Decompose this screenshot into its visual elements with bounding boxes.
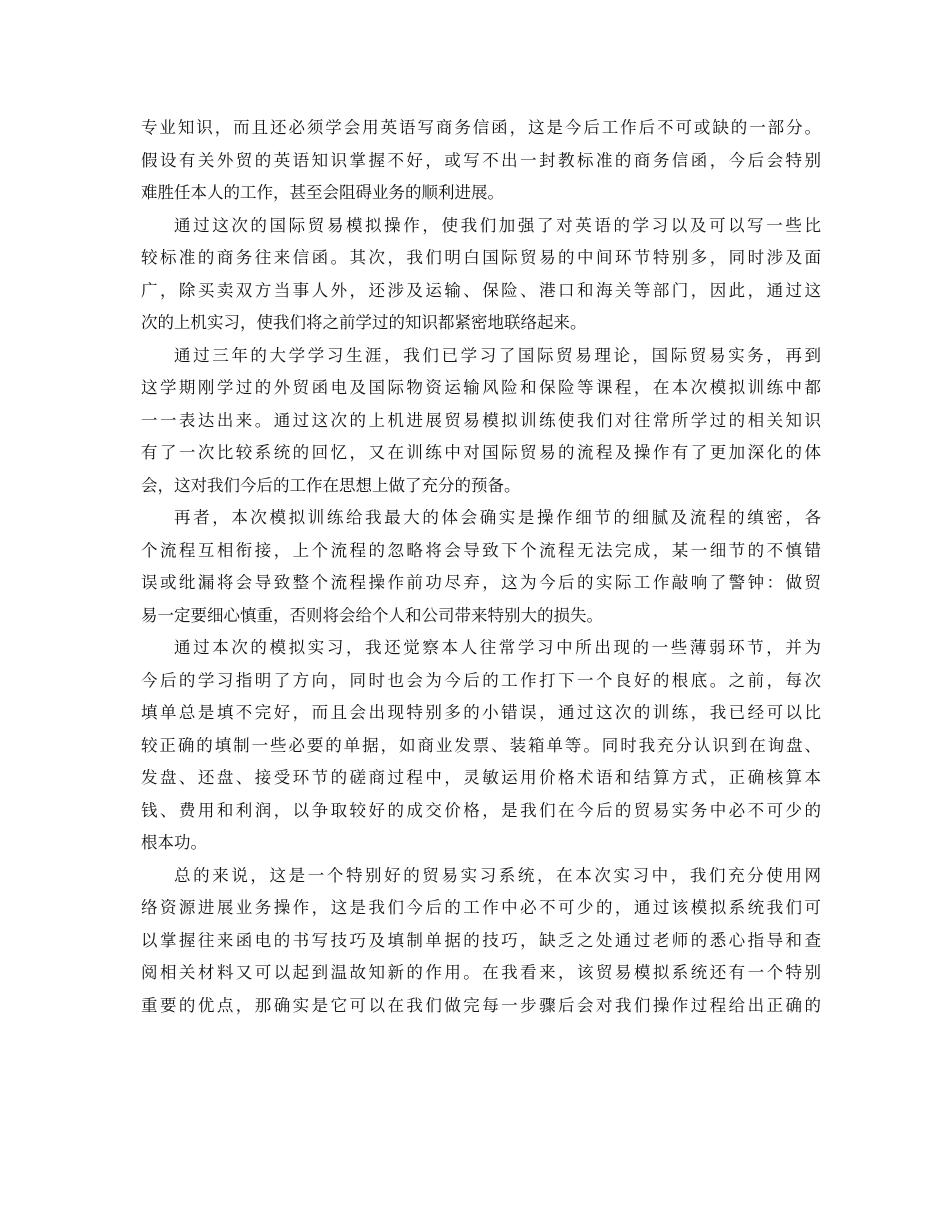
text-line: 以掌握往来函电的书写技巧及填制单据的技巧，缺乏之处通过老师的悉心指导和查: [141, 930, 821, 950]
text-line: 再者，本次模拟训练给我最大的体会确实是操作细节的细腻及流程的缜密，各: [174, 508, 821, 527]
paragraph-2: [141, 210, 821, 340]
paragraph-1: [141, 112, 821, 210]
text-line: 易一定要细心慎重，否则将会给个人和公司带来特别大的损失。: [141, 605, 603, 625]
text-line: 次的上机实习，使我们将之前学过的知识都紧密地联络起来。: [141, 313, 587, 332]
document-body: [141, 112, 821, 1022]
text-line: 个流程互相衔接，上个流程的忽略将会导致下个流程无法完成，某一细节的不慎错: [141, 540, 821, 560]
text-line: 总的来说，这是一个特别好的贸易实习系统，在本次实习中，我们充分使用网: [174, 865, 821, 885]
text-line: 通过这次的国际贸易模拟操作，使我们加强了对英语的学习以及可以写一些比: [174, 215, 821, 235]
text-line: 阅相关材料又可以起到温故知新的作用。在我看来，该贸易模拟系统还有一个特别: [141, 963, 821, 982]
text-line: 填单总是填不完好，而且会出现特别多的小错误，通过这次的训练，我已经可以比: [141, 703, 821, 722]
text-line: 重要的优点，那确实是它可以在我们做完每一步骤后会对我们操作过程给出正确的: [141, 995, 821, 1015]
paragraph-5: [141, 632, 821, 860]
text-line: 通过三年的大学学习生涯，我们已学习了国际贸易理论，国际贸易实务，再到: [174, 345, 821, 365]
text-line: 误或纰漏将会导致整个流程操作前功尽弃，这为今后的实际工作敲响了警钟：做贸: [141, 573, 821, 592]
paragraph-3: [141, 340, 821, 503]
text-line: 会，这对我们今后的工作在思想上做了充分的预备。: [141, 475, 521, 495]
text-line: 络资源进展业务操作，这是我们今后的工作中必不可少的，通过该模拟系统我们可: [141, 898, 821, 917]
text-line: 假设有关外贸的英语知识掌握不好，或写不出一封教标准的商务信函，今后会特别: [141, 150, 821, 170]
text-line: 难胜任本人的工作，甚至会阻碍业务的顺利进展。: [141, 183, 504, 202]
text-line: 发盘、还盘、接受环节的磋商过程中，灵敏运用价格术语和结算方式，正确核算本: [141, 768, 821, 787]
text-line: 有了一次比较系统的回忆，又在训练中对国际贸易的流程及操作有了更加深化的体: [141, 443, 821, 462]
text-line: 较标准的商务往来信函。其次，我们明白国际贸易的中间环节特别多，同时涉及面: [141, 248, 821, 267]
text-line: 钱、费用和利润，以争取较好的成交价格，是我们在今后的贸易实务中必不可少的: [141, 800, 821, 820]
text-line: 较正确的填制一些必要的单据，如商业发票、装箱单等。同时我充分认识到在询盘、: [141, 735, 821, 755]
text-line: 根本功。: [141, 833, 207, 852]
text-line: 广，除买卖双方当事人外，还涉及运输、保险、港口和海关等部门，因此，通过这: [141, 280, 821, 300]
paragraph-6: [141, 860, 821, 1023]
text-line: 通过本次的模拟实习，我还觉察本人往常学习中所出现的一些薄弱环节，并为: [174, 638, 821, 657]
text-line: 一一表达出来。通过这次的上机进展贸易模拟训练使我们对往常所学过的相关知识: [141, 410, 821, 430]
paragraph-4: [141, 502, 821, 632]
text-line: 今后的学习指明了方向，同时也会为今后的工作打下一个良好的根底。之前，每次: [141, 670, 821, 690]
text-line: 这学期刚学过的外贸函电及国际物资运输风险和保险等课程，在本次模拟训练中都: [141, 378, 821, 397]
text-line: 专业知识，而且还必须学会用英语写商务信函，这是今后工作后不可或缺的一部分。: [141, 118, 821, 137]
